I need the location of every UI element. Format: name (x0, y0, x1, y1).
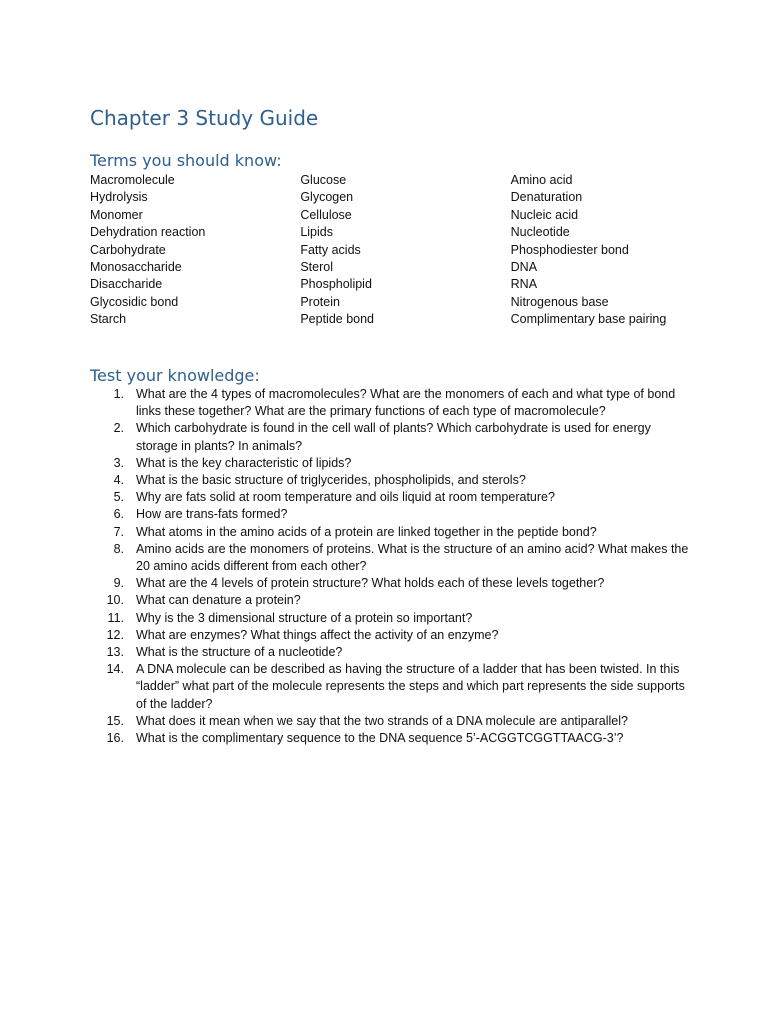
question-number: 8. (113, 541, 124, 556)
question-item (90, 489, 690, 506)
question-item (90, 575, 690, 592)
term-item: Sterol (300, 259, 333, 274)
term-item: Carbohydrate (90, 242, 166, 257)
terms-heading: Terms you should know: (90, 151, 282, 170)
term-item: Nucleotide (510, 225, 570, 240)
question-number: 16. (106, 731, 124, 746)
term-item: Monomer (90, 207, 143, 222)
question-number: 5. (113, 490, 124, 505)
question-text: Why is the 3 dimensional structure of a protein so important? (136, 610, 473, 625)
question-item (90, 420, 690, 454)
question-number: 12. (106, 627, 124, 642)
question-text: What are the 4 levels of protein structure? What holds each of these levels together? (136, 576, 605, 591)
question-item (90, 541, 690, 575)
term-item: Macromolecule (90, 173, 175, 187)
term-item: Disaccharide (90, 277, 163, 292)
term-item: Starch (90, 312, 127, 327)
question-number: 1. (113, 387, 124, 401)
question-item (90, 506, 690, 523)
question-number: 6. (113, 507, 124, 522)
question-text: How are trans-fats formed? (136, 507, 288, 522)
question-text: What atoms in the amino acids of a protein are linked together in the peptide bond? (136, 524, 597, 539)
terms-grid (90, 172, 710, 329)
term-item: Nitrogenous base (510, 294, 609, 309)
question-text: Which carbohydrate is found in the cell wall of plants? Which carbohydrate is used for energy storage in plants? In animals? (136, 421, 651, 453)
question-text: Why are fats solid at room temperature and oils liquid at room temperature? (136, 490, 555, 505)
term-item: Peptide bond (300, 312, 375, 327)
question-number: 10. (106, 593, 124, 608)
question-text: What is the structure of a nucleotide? (136, 645, 343, 660)
term-item: Glucose (300, 173, 347, 187)
question-list (90, 386, 690, 747)
question-text: What can denature a protein? (136, 593, 301, 608)
question-item (90, 472, 690, 489)
term-item: Monosaccharide (90, 259, 182, 274)
test-heading: Test your knowledge: (90, 366, 260, 385)
question-item (90, 713, 690, 730)
question-number: 3. (113, 455, 124, 470)
term-item: Fatty acids (300, 242, 361, 257)
question-item (90, 661, 690, 713)
question-item (90, 644, 690, 661)
question-number: 14. (106, 662, 124, 677)
question-item (90, 627, 690, 644)
term-item: DNA (510, 259, 538, 274)
question-text: What are the 4 types of macromolecules? What are the monomers of each and what type of bond links these together? What are the primary functions of each type of macromolecule? (136, 387, 676, 419)
question-text: What does it mean when we say that the two strands of a DNA molecule are antiparallel? (136, 713, 628, 728)
page-title: Chapter 3 Study Guide (90, 106, 319, 130)
term-item: Denaturation (510, 190, 583, 205)
terms-column-1 (90, 172, 300, 329)
terms-column-3 (511, 172, 710, 329)
question-item (90, 730, 690, 747)
question-number: 4. (113, 473, 124, 488)
question-item (90, 610, 690, 627)
question-text: What is the complimentary sequence to the DNA sequence 5’-ACGGTCGGTTAACG-3’? (136, 731, 624, 746)
term-item: Phospholipid (300, 277, 372, 292)
question-number: 15. (106, 713, 124, 728)
question-number: 11. (107, 610, 124, 625)
term-item: Cellulose (300, 207, 352, 222)
terms-column-2 (300, 172, 510, 329)
term-item: Complimentary base pairing (510, 312, 667, 327)
question-text: What is the key characteristic of lipids? (136, 455, 352, 470)
question-number: 2. (113, 421, 124, 436)
question-text: What are enzymes? What things affect the activity of an enzyme? (136, 627, 499, 642)
question-text: What is the basic structure of triglycerides, phospholipids, and sterols? (136, 473, 526, 488)
question-number: 13. (106, 645, 124, 660)
question-text: Amino acids are the monomers of proteins. What is the structure of an amino acid? What makes the 20 amino acids different from each other? (136, 541, 689, 574)
term-item: RNA (510, 277, 538, 292)
term-item: Glycosidic bond (90, 294, 179, 309)
question-number: 7. (113, 524, 124, 539)
term-item: Nucleic acid (510, 207, 579, 222)
term-item: Glycogen (300, 190, 354, 205)
term-item: Dehydration reaction (90, 225, 206, 240)
term-item: Hydrolysis (90, 190, 148, 205)
term-item: Phosphodiester bond (510, 242, 629, 257)
term-item: Lipids (300, 225, 333, 240)
question-item (90, 592, 690, 609)
question-number: 9. (113, 576, 124, 591)
term-item: Amino acid (510, 173, 573, 187)
question-item (90, 524, 690, 541)
question-item (90, 455, 690, 472)
term-item: Protein (300, 294, 340, 309)
question-item (90, 386, 690, 420)
question-text: A DNA molecule can be described as having the structure of a ladder that has been twisted. In this “ladder” what part of the molecule represents the steps and which part represents the side supports of the ladder? (136, 662, 685, 711)
